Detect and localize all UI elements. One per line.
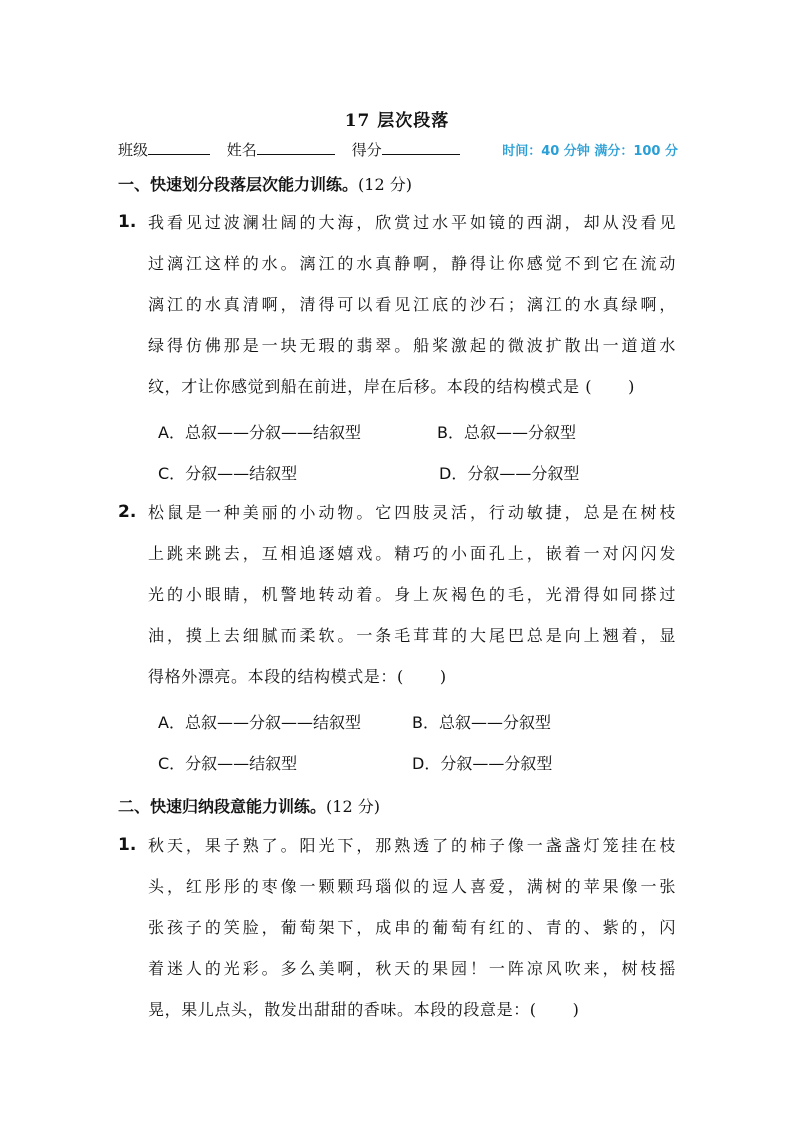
section-1-heading — [118, 172, 412, 195]
name-blank[interactable] — [257, 138, 335, 155]
text-line: 秋天，果子熟了。阳光下，那熟透了的柿子像一盏盏灯笼挂在枝 — [148, 836, 676, 855]
text-line: 张孩子的笑脸，葡萄架下，成串的葡萄有红的、青的、紫的，闪 — [148, 918, 676, 937]
option-b[interactable]: B．总叙——分叙型 — [437, 423, 576, 442]
text-line: 头，红彤彤的枣像一颗颗玛瑙似的逗人喜爱，满树的苹果像一张 — [148, 877, 676, 896]
question-text — [148, 202, 676, 407]
close-paren: ) — [439, 667, 447, 686]
option-a[interactable]: A．总叙——分叙——结叙型 — [158, 713, 361, 732]
option-a[interactable]: A．总叙——分叙——结叙型 — [158, 423, 361, 442]
question-text — [148, 825, 676, 1030]
text-line: 漓江的水真清啊，清得可以看见江底的沙石；漓江的水真绿啊， — [148, 295, 676, 314]
text-line: 着迷人的光彩。多么美啊，秋天的果园！一阵凉风吹来，树枝摇 — [148, 959, 676, 978]
score-label: 得分 — [351, 141, 382, 159]
question-number: 1. — [118, 212, 137, 232]
section-2-points: (12 分) — [326, 797, 380, 816]
page-title: 17 层次段落 — [344, 111, 450, 131]
time-score-info: 时间：40 分钟 满分：100 分 — [502, 144, 678, 159]
text-line: 上跳来跳去，互相追逐嬉戏。精巧的小面孔上，嵌着一对闪闪发 — [148, 544, 676, 563]
text-line — [148, 366, 676, 407]
close-paren: ) — [628, 377, 635, 396]
class-blank[interactable] — [148, 138, 210, 155]
text-line: 我看见过波澜壮阔的大海，欣赏过水平如镜的西湖，却从没看见 — [148, 213, 676, 232]
text-line: 光的小眼睛，机警地转动着。身上灰褐色的毛，光滑得如同搽过 — [148, 585, 676, 604]
option-c[interactable]: C．分叙——结叙型 — [158, 464, 298, 483]
text-line — [148, 656, 676, 697]
text-line-content: 纹，才让你感觉到船在前进，岸在后移。本段的结构模式是 ( — [148, 377, 593, 396]
option-b[interactable]: B．总叙——分叙型 — [412, 713, 551, 732]
student-info-row — [118, 138, 678, 160]
text-line: 松鼠是一种美丽的小动物。它四肢灵活，行动敏捷，总是在树枝 — [148, 503, 676, 522]
text-line-content: 晃，果儿点头，散发出甜甜的香味。本段的段意是：( — [148, 1000, 537, 1019]
close-paren: ) — [572, 1000, 580, 1019]
option-c[interactable]: C．分叙——结叙型 — [158, 754, 298, 773]
class-label: 班级 — [118, 141, 149, 159]
question-number: 2. — [118, 502, 137, 522]
section-2-heading — [118, 794, 380, 817]
text-line: 油，摸上去细腻而柔软。一条毛茸茸的大尾巴总是向上翘着，显 — [148, 626, 676, 645]
section-1-title: 一、快速划分段落层次能力训练。 — [118, 175, 359, 194]
question-text — [148, 492, 676, 697]
section-1-points: (12 分) — [358, 175, 412, 194]
text-line — [148, 989, 676, 1030]
text-line-content: 得格外漂亮。本段的结构模式是：( — [148, 667, 404, 686]
question-number: 1. — [118, 835, 137, 855]
text-line: 过漓江这样的水。漓江的水真静啊，静得让你感觉不到它在流动 — [148, 254, 676, 273]
option-d[interactable]: D．分叙——分叙型 — [412, 754, 553, 773]
text-line: 绿得仿佛那是一块无瑕的翡翠。船桨激起的微波扩散出一道道水 — [148, 336, 676, 355]
score-blank[interactable] — [382, 138, 460, 155]
name-label: 姓名 — [226, 141, 257, 159]
section-2-title: 二、快速归纳段意能力训练。 — [118, 797, 327, 816]
option-d[interactable]: D．分叙——分叙型 — [439, 464, 580, 483]
